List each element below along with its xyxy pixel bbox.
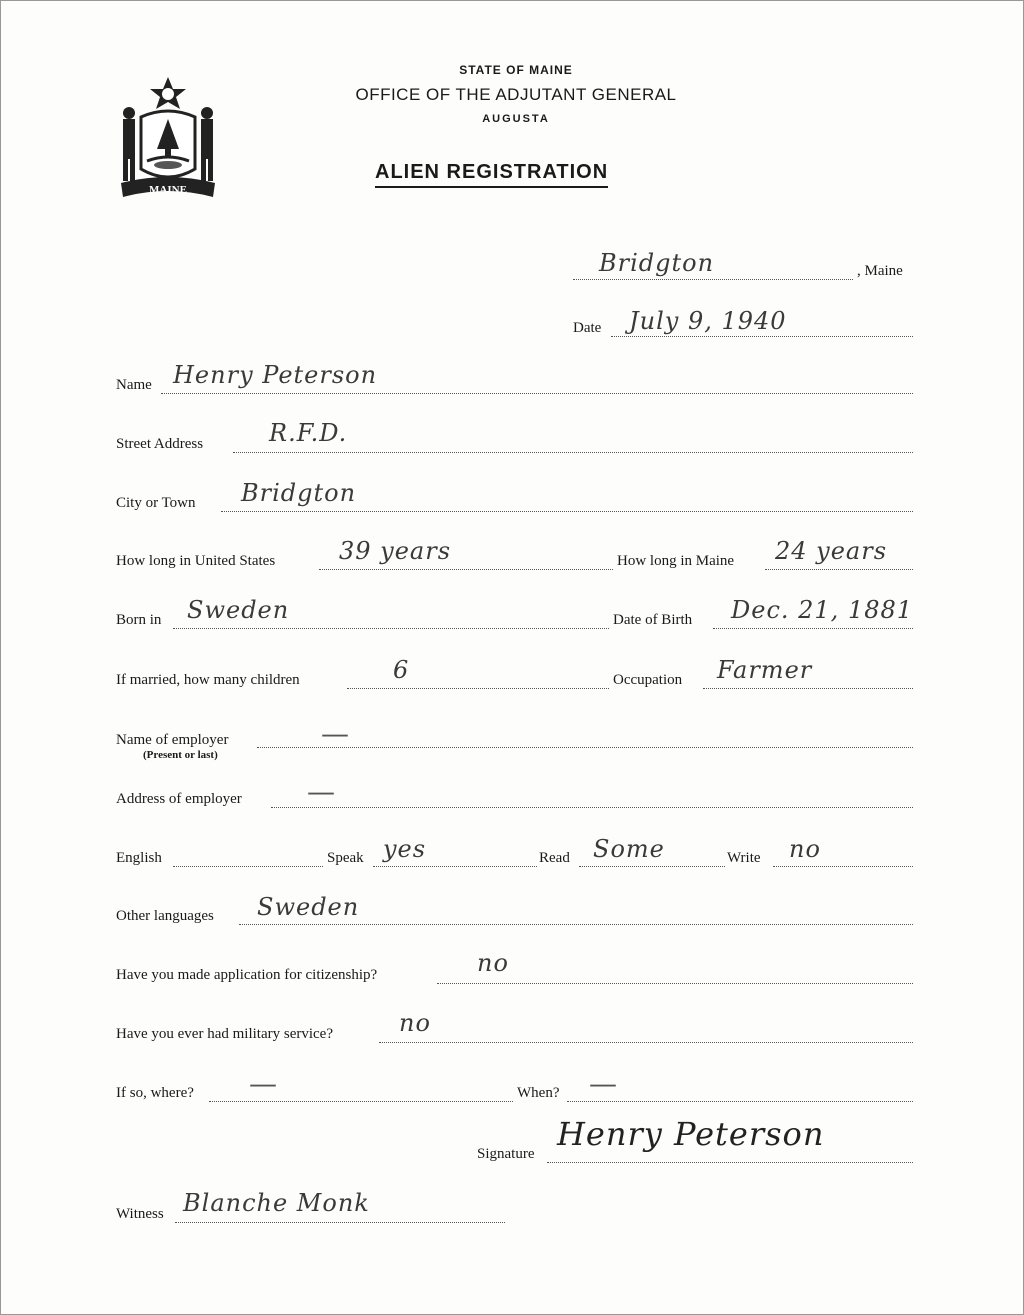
- street-line: [233, 452, 913, 453]
- header-state: STATE OF MAINE: [459, 63, 573, 77]
- header-office: OFFICE OF THE ADJUTANT GENERAL: [355, 85, 677, 104]
- header-city: AUGUSTA: [482, 113, 550, 125]
- where-line: [209, 1101, 513, 1102]
- how-long-maine-line: [765, 569, 913, 570]
- date-value: July 9, 1940: [629, 307, 787, 335]
- speak-value: yes: [383, 835, 427, 863]
- military-value: no: [399, 1009, 431, 1037]
- place-line: [573, 279, 853, 280]
- english-line: [173, 866, 323, 867]
- children-line: [347, 688, 609, 689]
- military-line: [379, 1042, 913, 1043]
- when-label: When?: [517, 1085, 560, 1101]
- read-label: Read: [539, 850, 570, 866]
- occupation-label: Occupation: [613, 672, 683, 688]
- where-label: If so, where?: [116, 1085, 194, 1101]
- when-line: [567, 1101, 913, 1102]
- signature-label: Signature: [477, 1146, 535, 1162]
- children-value: 6: [393, 656, 410, 684]
- citizenship-value: no: [477, 949, 509, 977]
- citizenship-line: [437, 983, 913, 984]
- form-title: ALIEN REGISTRATION: [375, 161, 608, 188]
- write-label: Write: [727, 850, 761, 866]
- how-long-us-label: How long in United States: [116, 553, 276, 569]
- read-line: [579, 866, 725, 867]
- employer-address-label: Address of employer: [116, 791, 242, 807]
- employer-line: [257, 747, 913, 748]
- born-in-value: Sweden: [187, 596, 290, 624]
- employer-label: Name of employer: [116, 732, 229, 748]
- write-line: [773, 866, 913, 867]
- military-label: Have you ever had military service?: [116, 1026, 333, 1042]
- how-long-maine-value: 24 years: [775, 537, 888, 565]
- employer-address-value: —: [307, 775, 335, 808]
- name-label: Name: [116, 377, 152, 393]
- witness-line: [175, 1222, 505, 1223]
- witness-label: Witness: [116, 1206, 164, 1222]
- occupation-line: [703, 688, 913, 689]
- place-value: Bridgton: [599, 249, 715, 277]
- street-value: R.F.D.: [269, 419, 348, 447]
- dob-value: Dec. 21, 1881: [731, 596, 914, 624]
- born-in-label: Born in: [116, 612, 162, 628]
- svg-text:MAINE: MAINE: [149, 184, 187, 196]
- born-in-line: [173, 628, 609, 629]
- name-line: [161, 393, 913, 394]
- occupation-value: Farmer: [717, 656, 813, 684]
- write-value: no: [789, 835, 821, 863]
- date-line: [611, 336, 913, 337]
- where-value: —: [249, 1067, 277, 1100]
- read-value: Some: [593, 835, 665, 863]
- employer-address-line: [271, 807, 913, 808]
- how-long-us-value: 39 years: [339, 537, 452, 565]
- children-label: If married, how many children: [116, 672, 300, 688]
- name-value: Henry Peterson: [173, 361, 378, 389]
- dob-label: Date of Birth: [613, 612, 693, 628]
- date-label: Date: [573, 320, 602, 336]
- city-line: [221, 511, 913, 512]
- city-value: Bridgton: [241, 479, 357, 507]
- speak-line: [373, 866, 537, 867]
- dob-line: [713, 628, 913, 629]
- speak-label: Speak: [327, 850, 364, 866]
- signature-line: [547, 1162, 913, 1163]
- other-languages-label: Other languages: [116, 908, 214, 924]
- english-label: English: [116, 850, 162, 866]
- city-label: City or Town: [116, 495, 196, 511]
- employer-note: (Present or last): [143, 749, 218, 761]
- maine-state-seal-icon: [113, 73, 223, 201]
- witness-value: Blanche Monk: [183, 1189, 370, 1217]
- place-suffix: , Maine: [857, 263, 903, 279]
- how-long-maine-label: How long in Maine: [617, 553, 735, 569]
- signature-value: Henry Peterson: [557, 1115, 825, 1153]
- other-languages-value: Sweden: [257, 893, 360, 921]
- citizenship-label: Have you made application for citizenship?: [116, 967, 378, 983]
- when-value: —: [589, 1067, 617, 1100]
- street-label: Street Address: [116, 436, 204, 452]
- other-languages-line: [239, 924, 913, 925]
- employer-value: —: [321, 717, 349, 750]
- how-long-us-line: [319, 569, 613, 570]
